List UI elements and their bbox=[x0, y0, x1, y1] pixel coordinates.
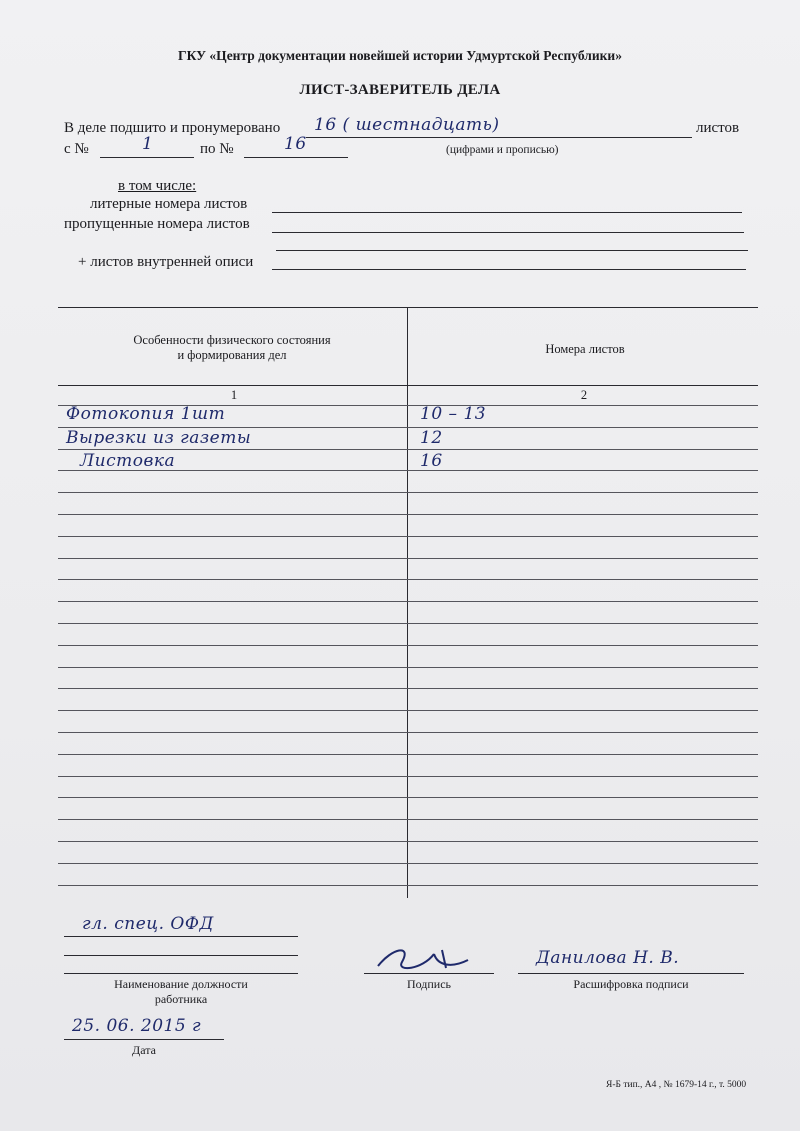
table-row-line bbox=[58, 558, 758, 559]
col1-header-line2: и формирования дел bbox=[177, 348, 287, 362]
table-row-line bbox=[58, 623, 758, 624]
signature-line bbox=[364, 973, 494, 974]
table-row-1-feature: Фотокопия 1шт bbox=[66, 404, 226, 424]
table-row-1-pages: 10 – 13 bbox=[420, 404, 487, 424]
date-value: 25. 06. 2015 г bbox=[72, 1016, 202, 1036]
sheet-count-line bbox=[306, 137, 692, 138]
from-number-label: с № bbox=[64, 141, 89, 157]
organization-name: ГКУ «Центр документации новейшей истории Удмуртской Республики» bbox=[178, 48, 622, 63]
including-label: в том числе: bbox=[118, 178, 197, 194]
position-line-3 bbox=[64, 973, 298, 974]
table-row-line bbox=[58, 819, 758, 820]
inventory-line bbox=[272, 269, 746, 270]
table-row-line bbox=[58, 579, 758, 580]
table-row-line bbox=[58, 863, 758, 864]
missing-sheets-line bbox=[272, 232, 744, 233]
signature-decode-line bbox=[518, 973, 744, 974]
date-label: Дата bbox=[132, 1043, 156, 1057]
table-row-2-feature: Вырезки из газеты bbox=[66, 428, 252, 448]
position-label bbox=[64, 977, 298, 1007]
to-number-value: 16 bbox=[284, 134, 307, 154]
table-row-line bbox=[58, 885, 758, 886]
table-row-3-feature: Листовка bbox=[80, 451, 176, 471]
table-row-line bbox=[58, 645, 758, 646]
table-row-line bbox=[58, 797, 758, 798]
sheet-count-handwritten: 16 ( шестнадцать) bbox=[314, 115, 500, 135]
header-bottom-line bbox=[58, 385, 758, 386]
document-title: ЛИСТ-ЗАВЕРИТЕЛЬ ДЕЛА bbox=[299, 82, 501, 98]
table-row-line bbox=[58, 754, 758, 755]
table-row-line bbox=[58, 492, 758, 493]
position-label-line1: Наименование должности bbox=[114, 977, 248, 991]
position-line-2 bbox=[64, 955, 298, 956]
position-line-1 bbox=[64, 936, 298, 937]
from-number-value: 1 bbox=[142, 134, 154, 154]
table-column-divider bbox=[407, 307, 408, 898]
table-row-line bbox=[58, 536, 758, 537]
missing-sheets-label: пропущенные номера листов bbox=[64, 216, 250, 232]
table-row-2-pages: 12 bbox=[420, 428, 443, 448]
position-label-line2: работника bbox=[154, 992, 208, 1006]
table-row-line bbox=[58, 688, 758, 689]
table-row-line bbox=[58, 841, 758, 842]
table-row-line bbox=[58, 732, 758, 733]
print-info: Я-Б тип., А4 , № 1679-14 г., т. 5000 bbox=[606, 1080, 747, 1090]
col1-header bbox=[100, 333, 364, 363]
signature-label: Подпись bbox=[406, 977, 452, 991]
inventory-label: + листов внутренней описи bbox=[78, 254, 254, 270]
digits-words-note: (цифрами и прописью) bbox=[446, 144, 559, 156]
table-top-border bbox=[58, 307, 758, 308]
to-number-line bbox=[244, 157, 348, 158]
date-line bbox=[64, 1039, 224, 1040]
table-row-line bbox=[58, 710, 758, 711]
signature-decode-label: Расшифровка подписи bbox=[573, 977, 689, 991]
col1-number: 1 bbox=[230, 388, 238, 402]
letter-sheets-line bbox=[272, 212, 742, 213]
from-number-line bbox=[100, 157, 194, 158]
table-row-3-pages: 16 bbox=[420, 451, 443, 471]
table-row-line bbox=[58, 449, 758, 450]
table-row-line bbox=[58, 667, 758, 668]
signature-decode-value: Данилова Н. В. bbox=[536, 948, 680, 968]
col1-header-line1: Особенности физического состояния bbox=[133, 333, 331, 347]
table-row-line bbox=[58, 514, 758, 515]
sheet-count-prefix: В деле подшито и пронумеровано bbox=[64, 120, 281, 136]
to-number-label: по № bbox=[200, 141, 234, 157]
sheet-count-suffix: листов bbox=[696, 120, 740, 136]
col2-header: Номера листов bbox=[545, 342, 625, 356]
table-row-line bbox=[58, 776, 758, 777]
position-value: гл. спец. ОФД bbox=[82, 914, 214, 934]
table-row-line bbox=[58, 601, 758, 602]
letter-sheets-label: литерные номера листов bbox=[90, 196, 248, 212]
missing-sheets-line-2 bbox=[276, 250, 748, 251]
col2-number: 2 bbox=[580, 388, 588, 402]
